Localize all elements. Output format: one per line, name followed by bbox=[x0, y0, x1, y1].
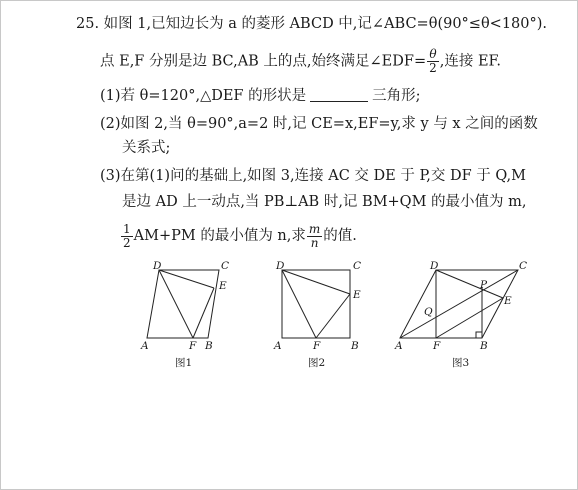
fig1-label-b: B bbox=[205, 340, 213, 352]
m-over-n-fraction: $\frac{m}{n}$ bbox=[308, 221, 321, 250]
fig2-square bbox=[282, 270, 350, 338]
fig2-segment-ef bbox=[316, 294, 350, 338]
fig1-label-f: F bbox=[189, 340, 197, 352]
fig3-label-c: C bbox=[519, 260, 528, 272]
fig1-label-d: D bbox=[153, 260, 162, 272]
part-2-line-1: (2)如图 2,当 θ=90°,a=2 时,记 CE=x,EF=y,求 y 与 x 之间的函数 bbox=[100, 116, 538, 132]
fig3-label-q: Q bbox=[424, 306, 433, 318]
part-1-tail: 三角形; bbox=[372, 88, 421, 104]
part-2-line-2: 关系式; bbox=[122, 140, 171, 156]
problem-stem-2b: ,连接 EF. bbox=[439, 53, 501, 70]
figure-3 bbox=[392, 258, 537, 373]
fig3-label-a: A bbox=[395, 340, 403, 352]
fig2-label-e: E bbox=[353, 289, 361, 301]
problem-stem-1: 如图 1,已知边长为 a 的菱形 ABCD 中,记∠ABC=θ(90°≤θ<180°). bbox=[103, 16, 548, 32]
fig2-label-c: C bbox=[353, 260, 362, 272]
part-3-line-2: 是边 AD 上一动点,当 PB⊥AB 时,记 BM+QM 的最小值为 m, bbox=[122, 194, 527, 210]
part-3-line-3 bbox=[120, 222, 357, 250]
fig3-right-angle-mark bbox=[476, 332, 482, 338]
fig2-label-a: A bbox=[274, 340, 282, 352]
fig1-caption: 图1 bbox=[175, 357, 193, 369]
answer-blank bbox=[310, 87, 368, 102]
problem-line-2 bbox=[100, 48, 501, 75]
problem-line-1 bbox=[76, 14, 547, 34]
theta-half-fraction: $\frac{\theta}{2}$ bbox=[429, 47, 437, 75]
fig1-segment-df bbox=[159, 270, 193, 338]
figure-2 bbox=[270, 258, 370, 373]
problem-number: 25. bbox=[76, 16, 100, 32]
fig1-label-c: C bbox=[221, 260, 230, 272]
fig1-segment-de bbox=[159, 270, 214, 288]
figure-1 bbox=[135, 258, 245, 373]
part-1 bbox=[100, 86, 420, 106]
part-3-line-1: (3)在第(1)问的基础上,如图 3,连接 AC 交 DE 于 P,交 DF 于 Q,M bbox=[100, 168, 527, 184]
part-3-text: AM+PM 的最小值为 n,求 bbox=[133, 228, 306, 244]
fig3-label-e: E bbox=[504, 295, 512, 307]
fig1-label-a: A bbox=[141, 340, 149, 352]
fig2-caption: 图2 bbox=[308, 357, 326, 369]
fig3-label-f: F bbox=[433, 340, 441, 352]
half-fraction: $\frac{1}{2}$ bbox=[123, 221, 131, 250]
fig3-label-b: B bbox=[480, 340, 488, 352]
problem-stem-2a: 点 E,F 分别是边 BC,AB 上的点,始终满足∠EDF= bbox=[100, 53, 427, 70]
fig2-label-d: D bbox=[276, 260, 285, 272]
fig3-label-p: P bbox=[480, 279, 488, 291]
part-1-text: (1)若 θ=120°,△DEF 的形状是 bbox=[100, 88, 307, 104]
fig1-segment-ef bbox=[193, 288, 214, 338]
fig1-rhombus bbox=[147, 270, 219, 338]
fig3-label-d: D bbox=[430, 260, 439, 272]
part-3-tail: 的值. bbox=[323, 228, 357, 244]
fig1-label-e: E bbox=[219, 280, 227, 292]
fig2-label-b: B bbox=[351, 340, 359, 352]
fig3-caption: 图3 bbox=[452, 357, 470, 369]
fig2-label-f: F bbox=[313, 340, 321, 352]
